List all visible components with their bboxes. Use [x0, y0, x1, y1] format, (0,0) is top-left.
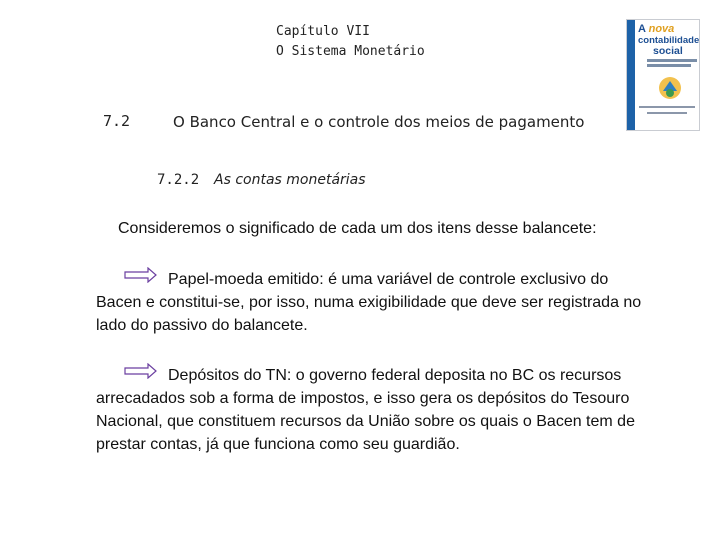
treasury-deposits-paragraph: Depósitos do TN: o governo federal deposita no BC os recursos arrecadados sob a forma de impostos, e isso gera os depósitos do Tesouro Nacional, que constituem recursos da União sobre os quais o Bacen tem de prestar contas, já que funciona como seu guardião. — [96, 367, 635, 453]
book-cover-author-line — [639, 106, 695, 108]
book-cover-title-line2: contabilidade — [638, 35, 700, 46]
chapter-label: Capítulo VII — [276, 24, 370, 39]
book-cover-subtitle-line — [647, 59, 697, 62]
book-cover-spine — [627, 20, 635, 130]
book-cover-image — [626, 19, 700, 131]
section-title: O Banco Central e o controle dos meios de pagamento — [173, 113, 585, 131]
chapter-title: O Sistema Monetário — [276, 44, 425, 59]
book-cover-title-line3: social — [653, 45, 683, 57]
paper-money-paragraph: Papel-moeda emitido: é uma variável de controle exclusivo do Bacen e constitui-se, por isso, numa exigibilidade que deve ser registrada no lado do passivo do balancete. — [96, 271, 642, 334]
book-cover-publisher-line — [647, 112, 687, 114]
section-number: 7.2 — [103, 112, 131, 130]
subsection-title: As contas monetárias — [214, 172, 366, 188]
intro-paragraph: Consideremos o significado de cada um dos itens desse balancete: — [118, 220, 597, 237]
book-cover-illustration — [657, 75, 683, 101]
subsection-number: 7.2.2 — [157, 172, 200, 188]
book-cover-title-line1 — [638, 24, 674, 35]
book-cover-subtitle-line — [647, 64, 691, 67]
chapter-header — [276, 22, 425, 62]
book-cover-nova: nova — [648, 23, 675, 35]
book-cover-a: A — [638, 23, 646, 35]
